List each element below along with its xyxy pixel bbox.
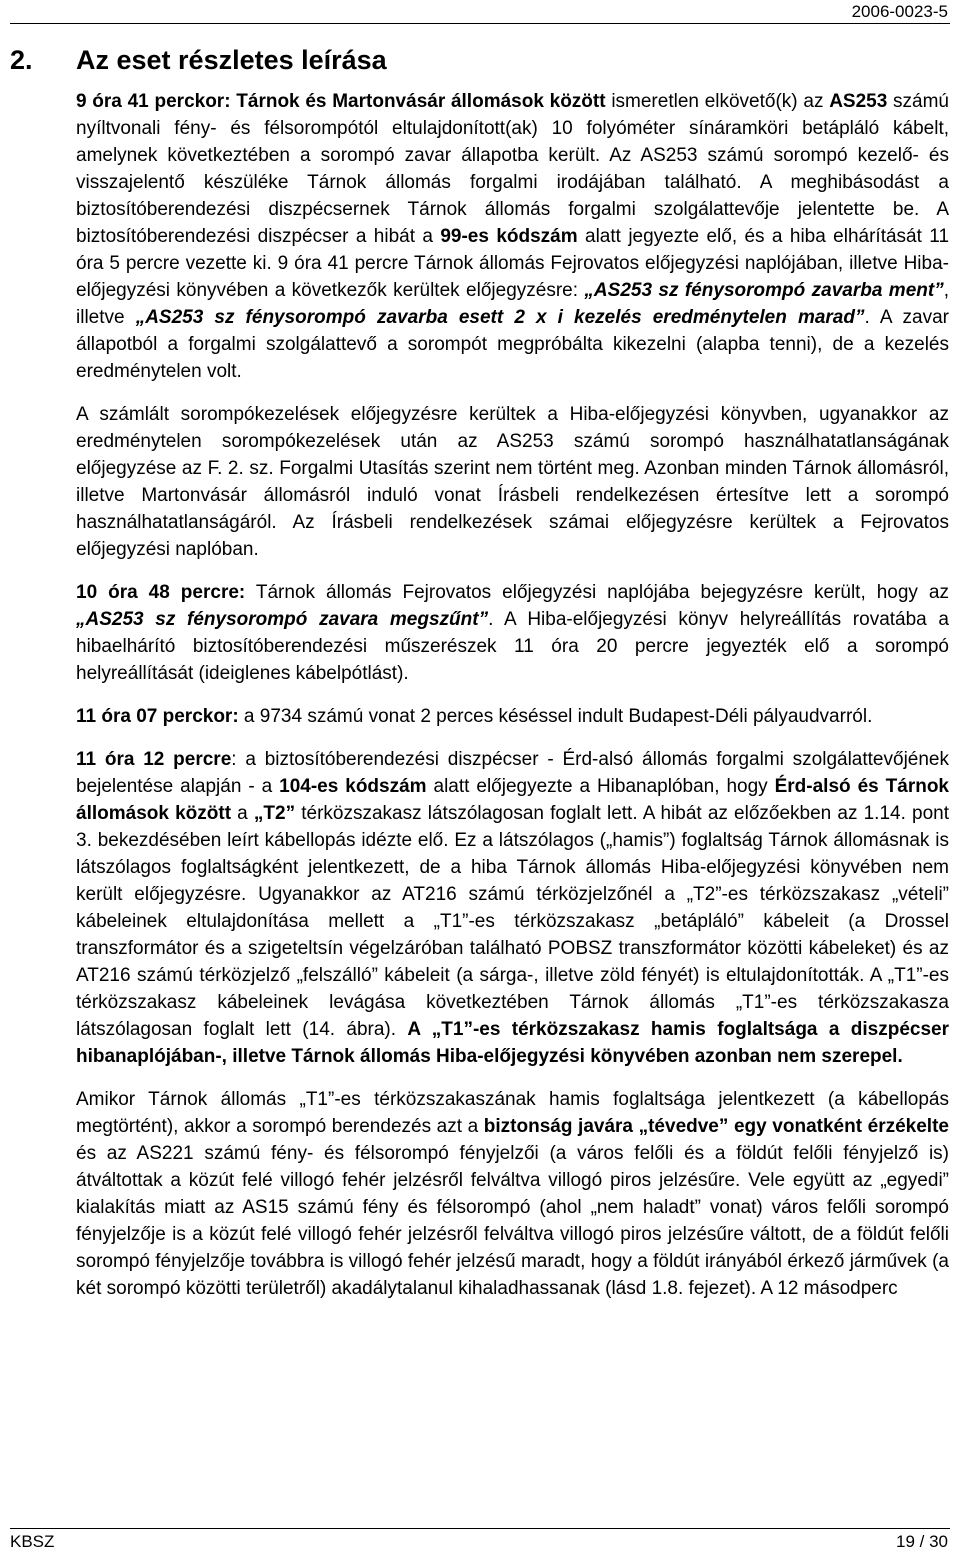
text-run: Amikor Tárnok állomás „T1”-es térközszakaszának hamis foglaltsága jelentkezett (a kábellopás megtörtént), akkor a sorompó berendezés azt a xyxy=(76,1089,949,1137)
text-run: . A Hiba-előjegyzési könyv helyreállítás rovatába a hibaelhárító biztosítóberendezési műszerészek 11 óra 20 percre jegyezték elő a sorompó helyreállítását (ideiglenes kábelpótlást). xyxy=(76,609,949,684)
text-run: ismeretlen elkövető(k) az xyxy=(605,91,830,112)
emphasized-text: biztonság javára „tévedve” egy vonatként érzékelte xyxy=(483,1116,949,1137)
text-run: térközszakasz látszólagosan foglalt lett. A hibát az előzőekben az 1.14. pont 3. bekezdésében leírt kábellopás idézte elő. Ez a látszólagos („hamis”) foglaltság Tárnok állomásnak is látszólagos foglaltságként jelentkezett, de a hiba Tárnok állomás Hiba-előjegyzési könyvében nem került előjegyzésre. Ugyanakkor az AT216 számú térközjelzőnél a „T2”-es térközszakasz „vételi” kábeleinek eltulajdonítása mellett a „T1”-es térközszakasz „betápláló” kábeleit (a Drossel transzformátor és a szigeteltsín végelzáróban található POBSZ transzformátor közötti kábeleket) és az AT216 számú térközjelző „felszálló” kábeleit (a sárga-, illetve zöld fényét) is eltulajdonították. A „T1”-es térközszakasz kábeleinek levágása következtében Tárnok állomás „T1”-es térközszakasza látszólagosan foglalt lett (14. ábra). xyxy=(76,803,949,1040)
text-run: A számlált sorompókezelések előjegyzésre kerültek a Hiba-előjegyzési könyvben, ugyanakkor az eredménytelen sorompókezelések után az AS253 számú sorompó használhatatlanságának előjegyzése az F. 2. sz. Forgalmi Utasítás szerint nem történt meg. Azonban minden Tárnok állomásról, illetve Martonvásár állomásról induló vonat Írásbeli rendelkezésen értesítve lett a sorompó használhatatlanságáról. Az Írásbeli rendelkezések számai előjegyzésre kerültek a Fejrovatos előjegyzési naplóban. xyxy=(76,404,949,560)
document-code: 2006-0023-5 xyxy=(851,2,948,21)
text-run: Tárnok állomás Fejrovatos előjegyzési naplójába bejegyzésre került, hogy az xyxy=(245,582,949,603)
emphasized-text: „AS253 sz fénysorompó zavara megszűnt” xyxy=(76,609,489,630)
emphasized-text: A „T1”-es térközszakasz hamis foglaltsága a diszpécser hibanaplójában-, illetve Tárnok állomás Hiba-előjegyzési könyvében azonban nem szerepel. xyxy=(76,1019,949,1067)
emphasized-text: 11 óra 07 perckor: xyxy=(76,706,239,727)
section-number: 2. xyxy=(10,45,33,75)
paragraph-3 xyxy=(76,579,949,687)
footer-rule xyxy=(10,1528,950,1529)
emphasized-text: 9 óra 41 perckor: Tárnok és Martonvásár állomások között xyxy=(76,91,606,112)
emphasized-text: 10 óra 48 percre: xyxy=(76,582,246,603)
text-run: a 9734 számú vonat 2 perces késéssel indult Budapest-Déli pályaudvarról. xyxy=(238,706,873,727)
text-run: , illetve xyxy=(76,280,949,328)
paragraph-1 xyxy=(76,88,949,385)
emphasized-text: 11 óra 12 percre xyxy=(76,749,232,770)
emphasized-text: 104-es kódszám xyxy=(279,776,427,797)
text-run: : a biztosítóberendezési diszpécser - Érd-alsó állomás forgalmi szolgálattevőjének bejelentése alapján - a xyxy=(76,749,949,797)
text-run: számú nyíltvonali fény- és félsorompótól eltulajdonított(ak) 10 folyóméter sínáramköri betápláló kábelt, amelynek következtében a sorompó zavar állapotba került. Az AS253 számú sorompó kezelő- és visszajelentő készüléke Tárnok állomás forgalmi irodájában található. A meghibásodást a biztosítóberendezési diszpécsernek Tárnok állomás forgalmi szolgálattevője jelentette be. A biztosítóberendezési diszpécser a hibát a xyxy=(76,91,950,247)
text-run: . A zavar állapotból a forgalmi szolgálattevő a sorompót megpróbálta kikezelni (alapba tenni), de a kezelés eredménytelen volt. xyxy=(76,307,949,382)
paragraph-5 xyxy=(76,746,949,1070)
emphasized-text: AS253 xyxy=(829,91,888,112)
paragraph-4 xyxy=(76,703,949,730)
paragraph-6 xyxy=(76,1086,949,1302)
section-title: Az eset részletes leírása xyxy=(76,45,387,75)
text-run: a xyxy=(231,803,254,824)
emphasized-text: „AS253 sz fénysorompó zavarba esett 2 x i kezelés eredménytelen marad” xyxy=(135,307,865,328)
emphasized-text: Érd-alsó és Tárnok állomások között xyxy=(76,776,949,824)
paragraph-2 xyxy=(76,401,949,563)
emphasized-text: „AS253 sz fénysorompó zavarba ment” xyxy=(584,280,944,301)
section-heading xyxy=(10,42,387,78)
text-run: alatt előjegyezte a Hibanaplóban, hogy xyxy=(426,776,775,797)
emphasized-text: „T2” xyxy=(253,803,296,824)
header-rule xyxy=(10,23,950,24)
emphasized-text: 99-es kódszám xyxy=(440,226,578,247)
body-text xyxy=(76,88,949,1302)
text-run: és az AS221 számú fény- és félsorompó fényjelzői (a város felőli és a földút felőli fényjelző is) átváltottak a közút felé villogó fehér jelzésről felváltva villogó piros jelzésűre. Vele együtt az „egyedi” kialakítás miatt az AS15 számú fény és félsorompó (ahol „nem haladt” vonat) város felőli sorompó fényjelzője is a közút felé villogó fehér jelzésről felváltva villogó piros jelzésűre váltott, de a földút felőli sorompó fényjelzője továbbra is villogó fehér jelzésű maradt, hogy a földút irányából érkező járművek (a két sorompó közötti területről) akadálytalanul kihaladhassanak (lásd 1.8. fejezet). A 12 másodperc xyxy=(76,1143,949,1299)
text-run: alatt jegyezte elő, és a hiba elhárítását 11 óra 5 percre vezette ki. 9 óra 41 percre Tárnok állomás Fejrovatos előjegyzési naplójában, illetve Hiba-előjegyzési könyvében a következők kerültek előjegyzésre: xyxy=(76,226,950,301)
footer-label: KBSZ xyxy=(10,1532,55,1551)
page-number: 19 / 30 xyxy=(896,1532,948,1551)
